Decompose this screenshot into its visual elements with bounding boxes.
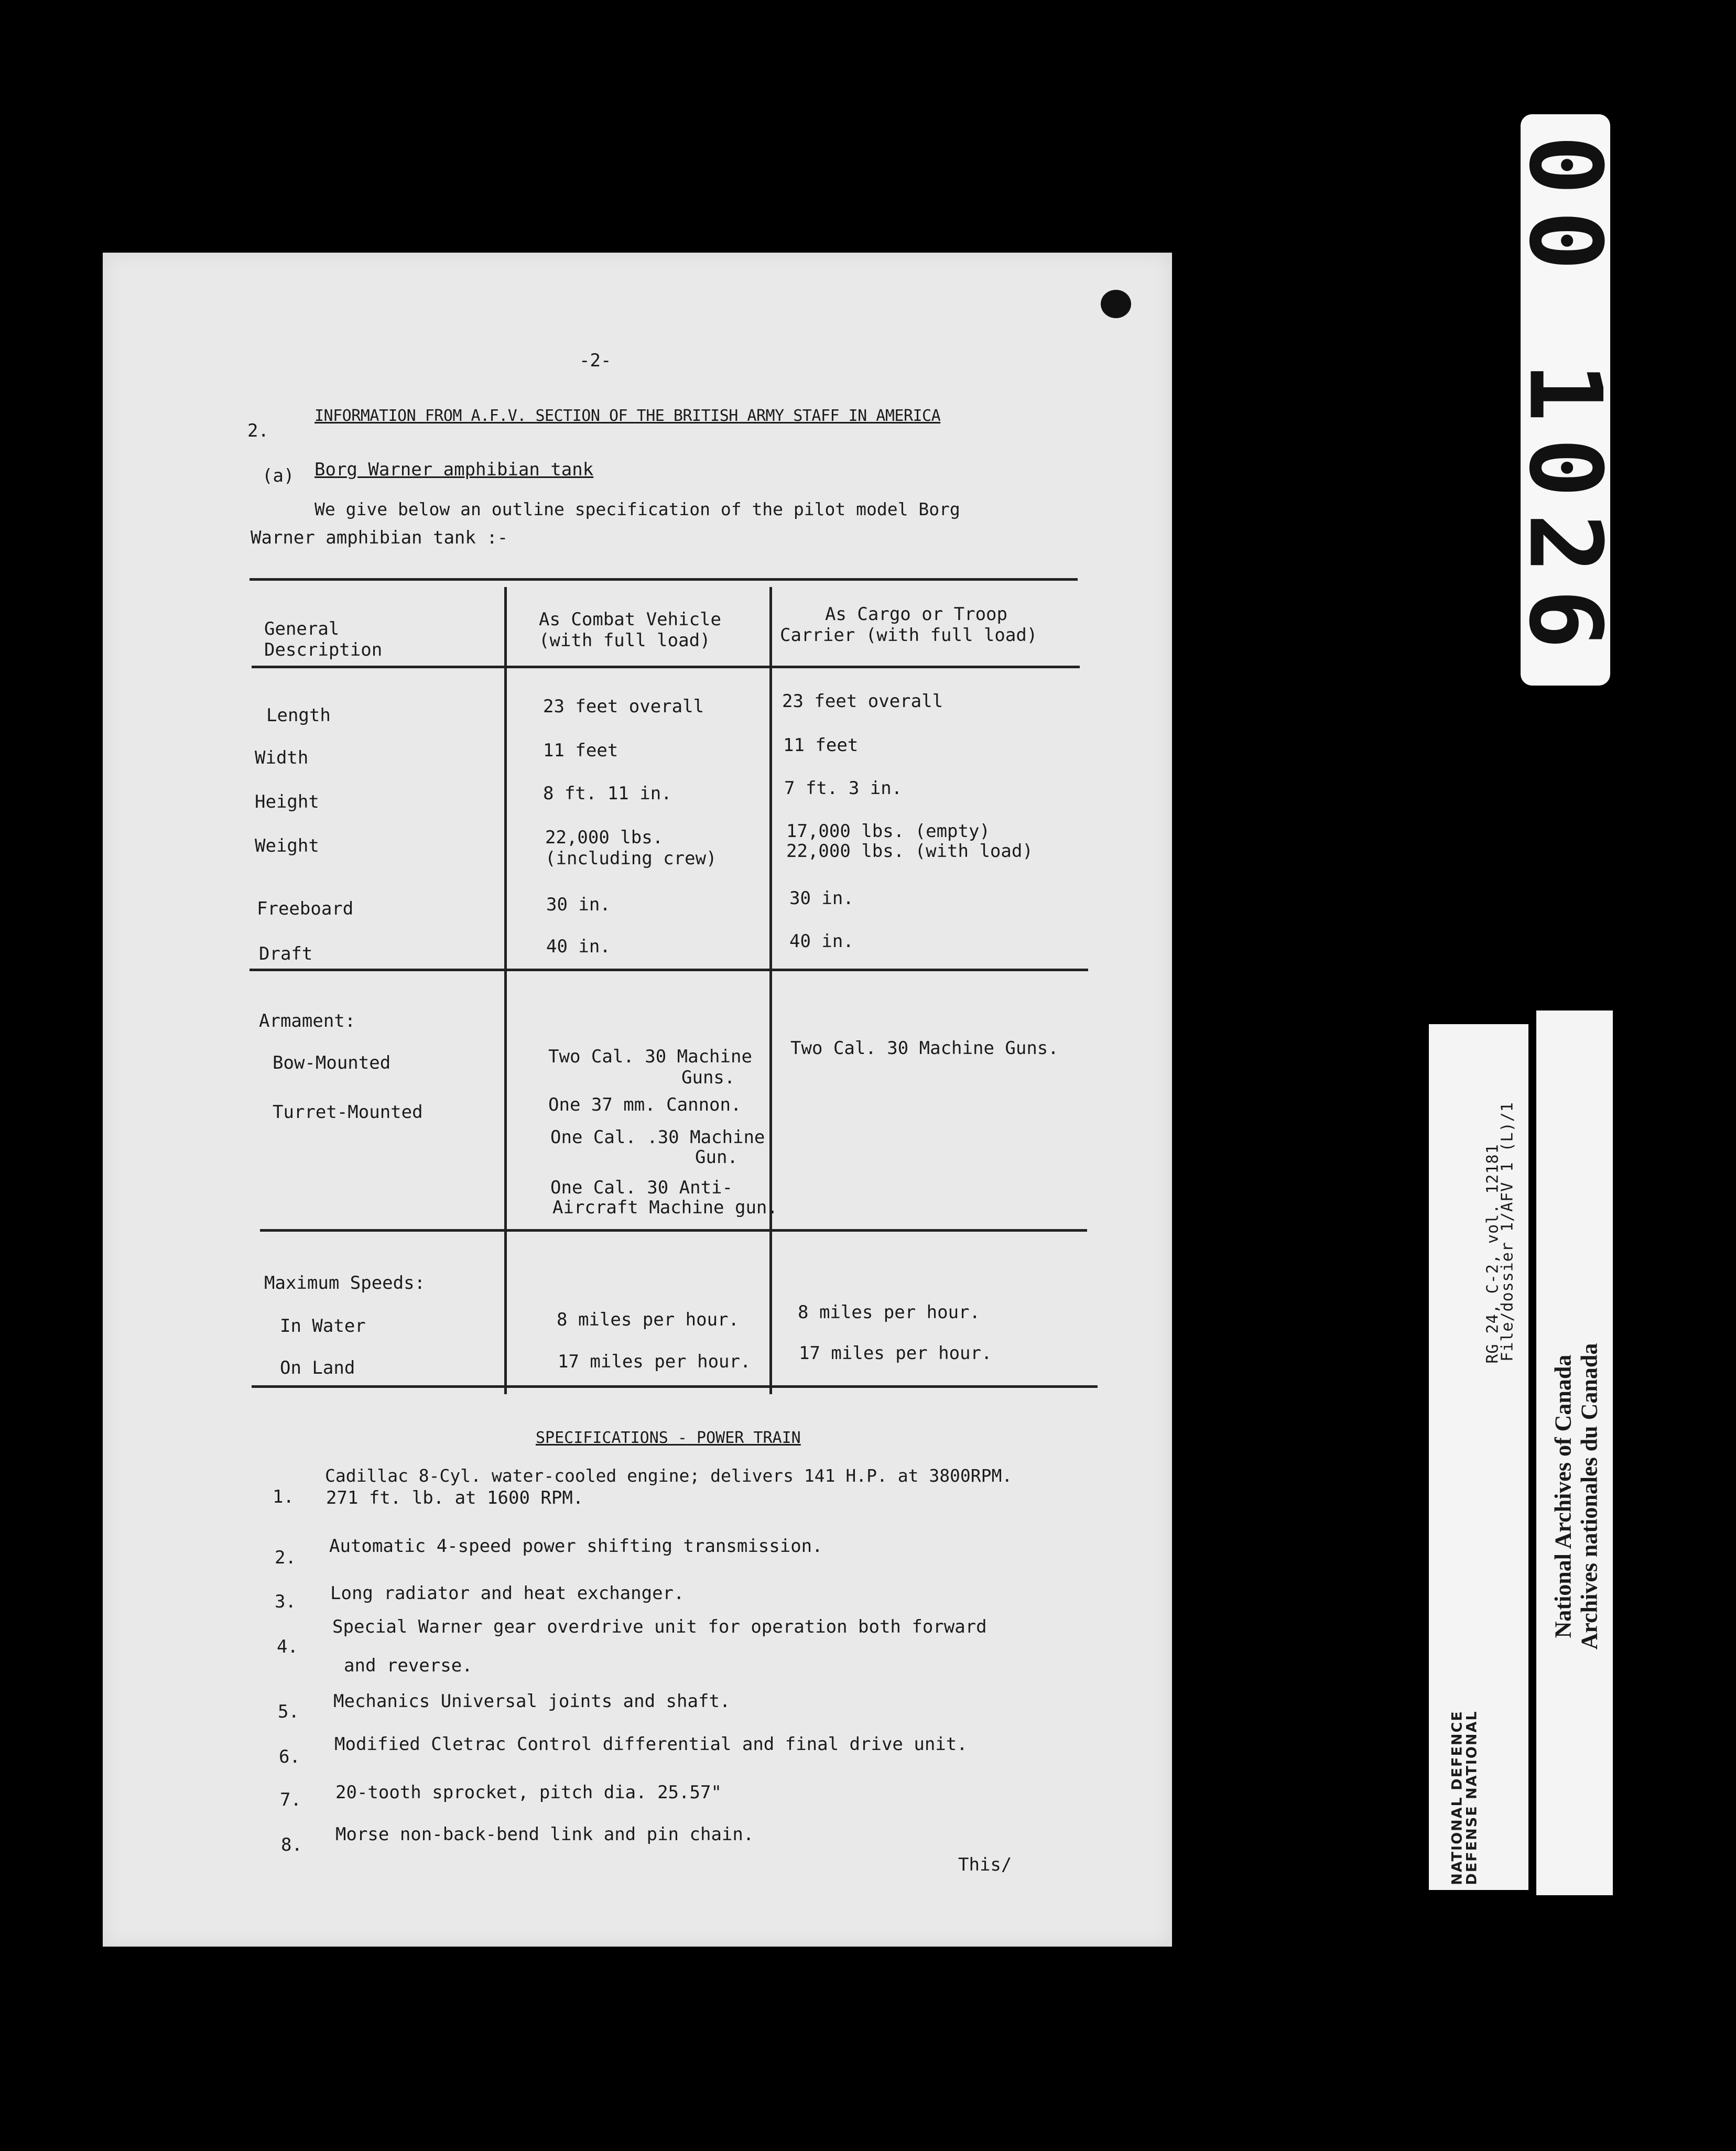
header-combat-2: (with full load): [539, 630, 711, 651]
row-length-label: Length: [266, 705, 331, 726]
table-col-divider-2: [769, 587, 772, 1394]
row-length-cargo: 23 feet overall: [782, 691, 943, 712]
armament-combat-turret-3b: Aircraft Machine gun.: [552, 1197, 778, 1218]
pt-item-4-number: 4.: [277, 1636, 298, 1657]
speeds-cargo-water: 8 miles per hour.: [798, 1302, 980, 1323]
pt-item-8-line-1: Morse non-back-bend link and pin chain.: [335, 1824, 754, 1845]
pt-item-7-number: 7.: [280, 1789, 301, 1810]
archive-ref-2: File/dossier 1/AFV 1 (L)/1: [1498, 1102, 1517, 1362]
header-general-1: General: [264, 618, 340, 639]
armament-combat-turret-2a: One Cal. .30 Machine: [550, 1127, 765, 1148]
pt-item-4-line-1: Special Warner gear overdrive unit for operation both forward: [332, 1616, 987, 1637]
armament-bow-label: Bow-Mounted: [273, 1052, 391, 1073]
continuation-marker: This/: [958, 1854, 1012, 1875]
archive-name-fr: Archives nationales du Canada: [1576, 1343, 1602, 1650]
archive-name-en: National Archives of Canada: [1550, 1354, 1576, 1638]
table-general-rule: [249, 969, 1088, 971]
row-draft-cargo: 40 in.: [789, 931, 854, 952]
punch-hole: [1101, 290, 1131, 318]
row-height-combat: 8 ft. 11 in.: [543, 783, 672, 804]
section-title: INFORMATION FROM A.F.V. SECTION OF THE BRITISH ARMY STAFF IN AMERICA: [314, 407, 941, 425]
table-bottom-rule: [252, 1385, 1098, 1388]
pt-item-2-number: 2.: [275, 1547, 296, 1568]
pt-item-4-line-2: and reverse.: [344, 1655, 473, 1676]
row-weight-cargo-2: 22,000 lbs. (with load): [786, 841, 1033, 862]
dept-en: NATIONAL DEFENCE: [1449, 1710, 1466, 1885]
speeds-land-label: On Land: [280, 1357, 355, 1378]
armament-combat-turret-1: One 37 mm. Cannon.: [548, 1094, 742, 1115]
pt-item-3-line-1: Long radiator and heat exchanger.: [330, 1583, 685, 1604]
pt-item-1-line-2: 271 ft. lb. at 1600 RPM.: [326, 1487, 584, 1508]
table-armament-rule: [260, 1229, 1087, 1232]
armament-heading: Armament:: [259, 1011, 356, 1031]
armament-turret-label: Turret-Mounted: [273, 1102, 423, 1123]
row-width-label: Width: [255, 747, 309, 768]
pt-item-5-number: 5.: [278, 1701, 299, 1722]
page-number: -2-: [579, 350, 612, 371]
row-height-label: Height: [255, 791, 319, 812]
armament-combat-turret-2b: Gun.: [695, 1147, 738, 1168]
row-weight-label: Weight: [255, 835, 319, 856]
row-draft-label: Draft: [259, 943, 313, 964]
armament-combat-bow-1: Two Cal. 30 Machine: [548, 1046, 752, 1067]
row-width-combat: 11 feet: [543, 740, 619, 761]
speeds-cargo-land: 17 miles per hour.: [799, 1343, 992, 1364]
table-top-rule: [249, 578, 1078, 581]
pt-item-6-number: 6.: [279, 1746, 300, 1767]
pt-item-6-line-1: Modified Cletrac Control differential and final drive unit.: [334, 1734, 968, 1755]
pt-item-3-number: 3.: [275, 1591, 296, 1612]
subsection-label: (a): [262, 465, 295, 486]
subsection-title: Borg Warner amphibian tank: [314, 459, 594, 480]
speeds-heading: Maximum Speeds:: [264, 1273, 426, 1294]
speeds-combat-water: 8 miles per hour.: [557, 1309, 739, 1330]
row-weight-combat-1: 22,000 lbs.: [545, 827, 664, 848]
header-combat-1: As Combat Vehicle: [539, 609, 721, 630]
speeds-water-label: In Water: [280, 1316, 366, 1337]
row-draft-combat: 40 in.: [546, 936, 611, 957]
row-length-combat: 23 feet overall: [543, 696, 704, 717]
row-freeboard-cargo: 30 in.: [789, 888, 854, 909]
speeds-combat-land: 17 miles per hour.: [558, 1351, 751, 1372]
header-general-2: Description: [264, 639, 383, 660]
row-weight-combat-2: (including crew): [545, 848, 717, 869]
pt-item-1-line-1: Cadillac 8-Cyl. water-cooled engine; delivers 141 H.P. at 3800RPM.: [325, 1465, 1013, 1486]
dept-fr: DEFENSE NATIONAL: [1463, 1710, 1480, 1885]
armament-combat-turret-3a: One Cal. 30 Anti-: [550, 1177, 733, 1198]
table-header-rule: [252, 666, 1080, 668]
armament-combat-bow-2: Guns.: [681, 1067, 735, 1088]
frame-number: 00 1026: [1507, 135, 1623, 665]
intro-line-1: We give below an outline specification of the pilot model Borg: [314, 499, 960, 519]
row-height-cargo: 7 ft. 3 in.: [784, 778, 903, 799]
armament-cargo-bow: Two Cal. 30 Machine Guns.: [790, 1038, 1059, 1059]
row-width-cargo: 11 feet: [783, 735, 859, 756]
power-train-title: SPECIFICATIONS - POWER TRAIN: [536, 1429, 801, 1447]
pt-item-7-line-1: 20-tooth sprocket, pitch dia. 25.57": [335, 1782, 722, 1803]
pt-item-5-line-1: Mechanics Universal joints and shaft.: [333, 1691, 731, 1712]
section-number: 2.: [247, 420, 269, 441]
archive-ref-1: RG 24, C-2, vol. 12181: [1483, 1144, 1502, 1364]
row-freeboard-combat: 30 in.: [546, 894, 611, 915]
intro-line-2: Warner amphibian tank :-: [251, 527, 508, 548]
pt-item-8-number: 8.: [281, 1834, 302, 1855]
header-cargo-1: As Cargo or Troop: [825, 604, 1007, 625]
pt-item-1-number: 1.: [273, 1486, 294, 1507]
row-freeboard-label: Freeboard: [257, 898, 354, 919]
row-weight-cargo-1: 17,000 lbs. (empty): [786, 821, 990, 842]
header-cargo-2: Carrier (with full load): [780, 625, 1038, 646]
table-col-divider-1: [504, 587, 507, 1394]
pt-item-2-line-1: Automatic 4-speed power shifting transmission.: [329, 1536, 823, 1557]
